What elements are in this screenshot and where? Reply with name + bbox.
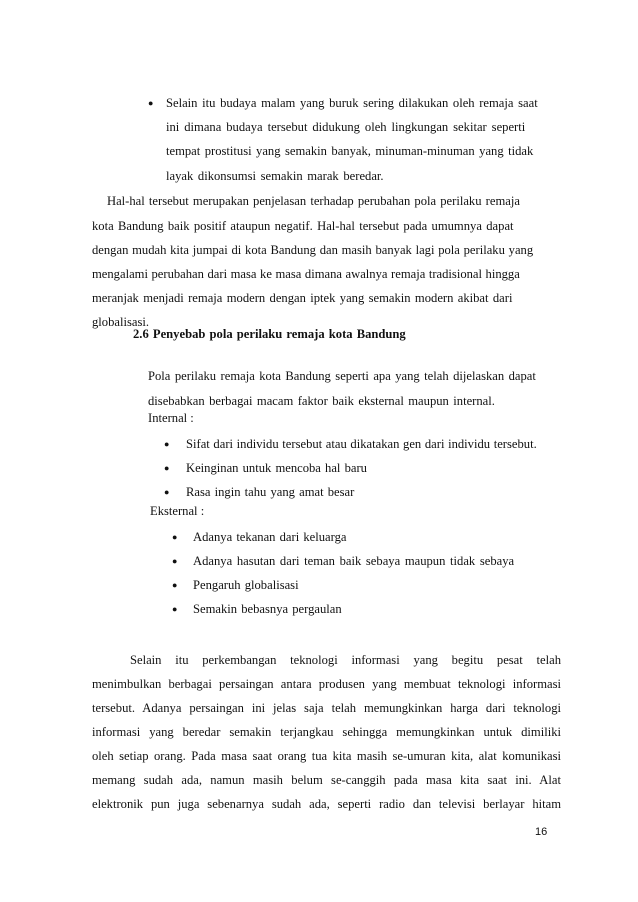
external-item: Pengaruh globalisasi — [193, 578, 299, 592]
section-heading: 2.6 Penyebab pola perilaku remaja kota Bandung — [133, 327, 406, 341]
bullet-icon: ● — [164, 439, 170, 449]
para1-line-2: kota Bandung baik positif ataupun negatif. Hal-hal tersebut pada umumnya dapat — [92, 219, 514, 233]
para2-line-7: elektronik pun juga sebenarnya sudah ada, seperti radio dan televisi berlayar hitam — [92, 797, 561, 811]
para1-line-4: mengalami perubahan dari masa ke masa dimana awalnya remaja tradisional hingga — [92, 267, 520, 281]
para1-line-6: globalisasi. — [92, 315, 150, 329]
bullet-icon: ● — [172, 532, 178, 542]
bullet-icon: ● — [164, 487, 170, 497]
para2-line-2: menimbulkan berbagai persaingan antara produsen yang membuat teknologi informasi — [92, 677, 561, 691]
external-item: Semakin bebasnya pergaulan — [193, 602, 342, 616]
intro-line-1: Pola perilaku remaja kota Bandung seperti apa yang telah dijelaskan dapat — [148, 369, 536, 383]
bullet-icon: ● — [172, 604, 178, 614]
bullet-icon: ● — [172, 580, 178, 590]
para1-line-3: dengan mudah kita jumpai di kota Bandung dan masih banyak lagi pola perilaku yang — [92, 243, 534, 257]
para2-line-3: tersebut. Adanya persaingan ini jelas saja telah memungkinkan harga dari teknologi — [92, 701, 561, 715]
top-bullet-line-3: tempat prostitusi yang semakin banyak, minuman-minuman yang tidak — [166, 144, 534, 158]
internal-label: Internal : — [148, 411, 194, 425]
para2-line-6: memang sudah ada, namun masih belum se-canggih pada masa kita saat ini. Alat — [92, 773, 561, 787]
page-number: 16 — [535, 826, 548, 838]
para1-line-1: Hal-hal tersebut merupakan penjelasan terhadap perubahan pola perilaku remaja — [107, 194, 520, 208]
bullet-icon: ● — [148, 98, 154, 108]
para1-line-5: meranjak menjadi remaja modern dengan iptek yang semakin modern akibat dari — [92, 291, 513, 305]
internal-item: Keinginan untuk mencoba hal baru — [186, 461, 367, 475]
internal-item: Rasa ingin tahu yang amat besar — [186, 485, 355, 499]
external-label: Eksternal : — [150, 504, 205, 518]
external-item: Adanya hasutan dari teman baik sebaya maupun tidak sebaya — [193, 554, 515, 568]
bullet-icon: ● — [164, 463, 170, 473]
bullet-icon: ● — [172, 556, 178, 566]
intro-line-2: disebabkan berbagai macam faktor baik eksternal maupun internal. — [148, 394, 495, 408]
top-bullet-line-4: layak dikonsumsi semakin marak beredar. — [166, 169, 384, 183]
para2-line-1: Selain itu perkembangan teknologi informasi yang begitu pesat telah — [130, 653, 561, 667]
internal-item: Sifat dari individu tersebut atau dikatakan gen dari individu tersebut. — [186, 437, 537, 451]
external-item: Adanya tekanan dari keluarga — [193, 530, 347, 544]
para2-line-4: informasi yang beredar semakin terjangkau sehingga memungkinkan untuk dimiliki — [92, 725, 561, 739]
top-bullet-line-2: ini dimana budaya tersebut didukung oleh lingkungan sekitar seperti — [166, 120, 526, 134]
para2-line-5: oleh setiap orang. Pada masa saat orang tua kita masih se-umuran kita, alat komunikasi — [92, 749, 561, 763]
top-bullet-line-1: Selain itu budaya malam yang buruk sering dilakukan oleh remaja saat — [166, 96, 538, 110]
